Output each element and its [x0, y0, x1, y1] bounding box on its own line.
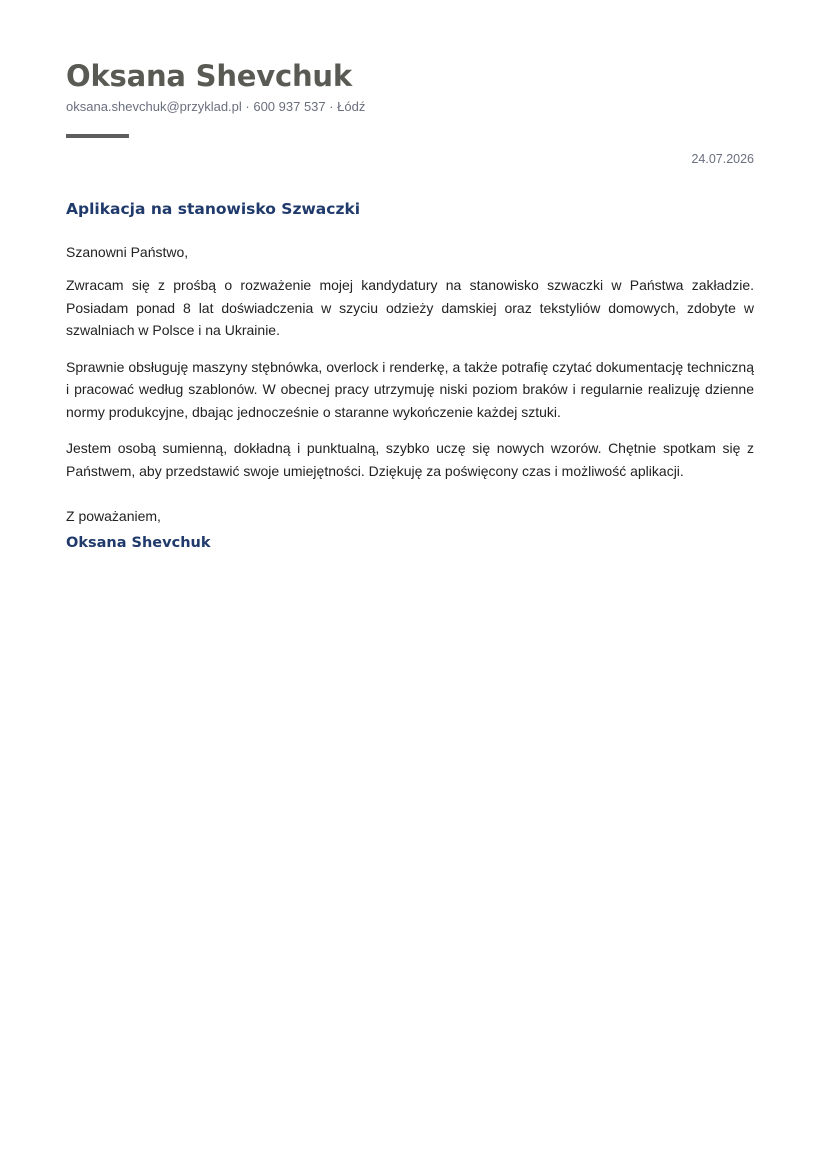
body-paragraph: Sprawnie obsługuję maszyny stębnówka, overlock i renderkę, a także potrafię czytać dokumentację techniczną i pracować według szablonów. W obecnej pracy utrzymuję niski poziom braków i regularnie realizuję dzienne normy produkcyjne, dbając jednocześnie o staranne wykończenie każdej sztuki. [66, 358, 754, 420]
body-paragraph: Zwracam się z prośbą o rozważenie mojej kandydatury na stanowisko szwaczki w Państwa zakładzie. Posiadam ponad 8 lat doświadczenia w szyciu odzieży damskiej oraz tekstyliów domowych, zdobyte w szwalniach w Polsce i na Ukrainie. [66, 277, 754, 338]
letter-salutation: Szanowni Państwo, [66, 244, 189, 260]
body-paragraph: Jestem osobą sumienną, dokładną i punktualną, szybko uczę się nowych wzorów. Chętnie spotkam się z Państwem, aby przedstawić swoje umiejętności. Dziękuję za poświęcony czas i możliwość aplikacji. [66, 440, 754, 479]
header-divider [66, 134, 129, 138]
letter-signature: Oksana Shevchuk [66, 535, 211, 551]
sender-contact: oksana.shevchuk@przyklad.pl · 600 937 537 · Łódź [66, 99, 366, 114]
sender-name: Oksana Shevchuk [66, 59, 352, 93]
letter-closing: Z poważaniem, [66, 508, 161, 524]
letter-date: 24.07.2026 [691, 152, 754, 166]
letter-header [66, 58, 754, 138]
letter-body [66, 274, 754, 482]
letter-subject: Aplikacja na stanowisko Szwaczki [66, 200, 361, 218]
